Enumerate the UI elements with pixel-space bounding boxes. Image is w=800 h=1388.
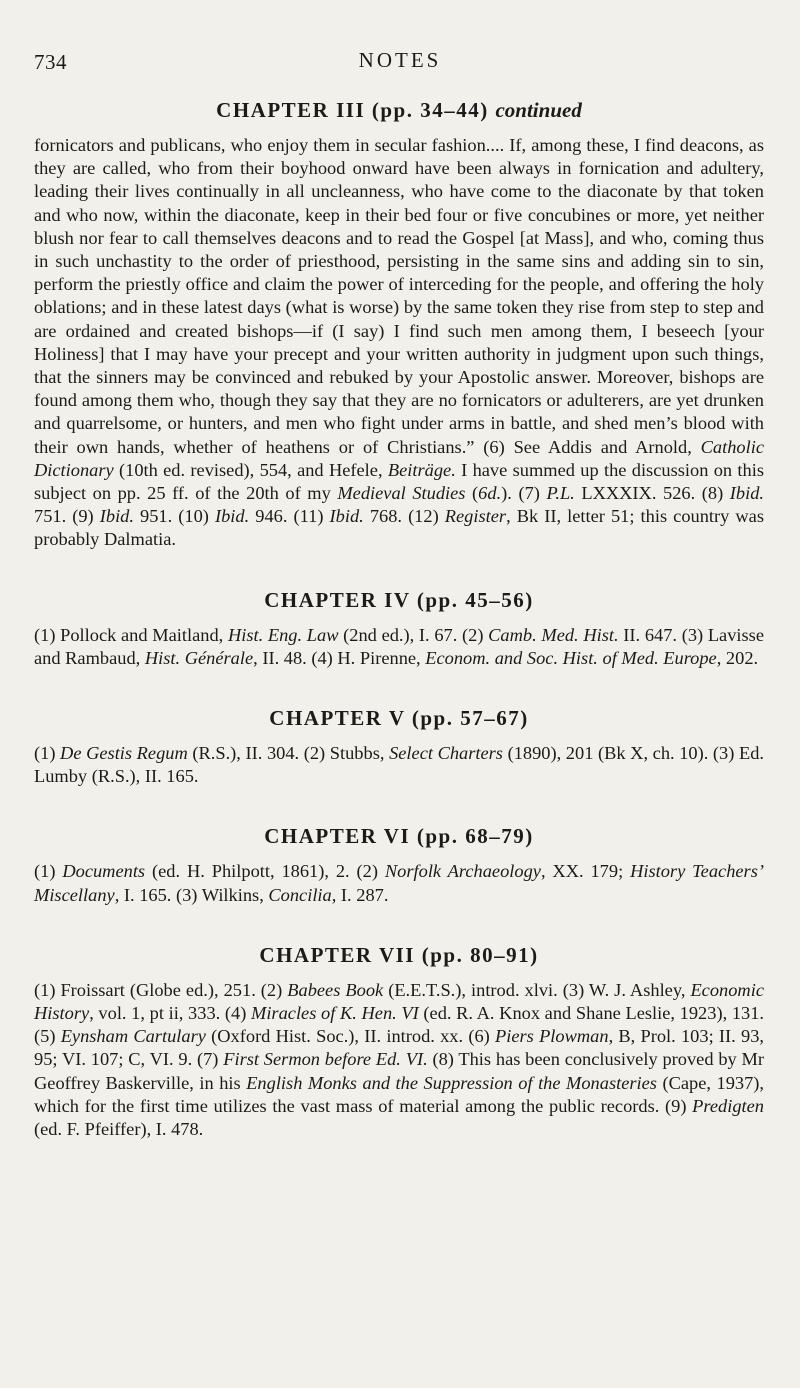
italic-citation: Concilia [268, 884, 332, 905]
notes-paragraph [34, 979, 764, 1141]
chapter-notes-section [34, 586, 764, 670]
italic-citation: Predigten [692, 1095, 764, 1116]
text-run: I have summed up the discussion on this subject on pp. 25 ff. of the 20th of my [34, 459, 764, 504]
page-number: 734 [34, 50, 67, 74]
chapter-notes-section [34, 704, 764, 788]
text-run: 768. (12) [363, 506, 445, 527]
notes-content [34, 96, 764, 1141]
italic-citation: Eynsham Cartulary [60, 1026, 206, 1047]
notes-paragraph [34, 860, 764, 906]
text-run: (8) This has been conclusively proved by Mr Geoffrey Baskerville, in his [34, 1049, 764, 1093]
running-head [0, 46, 800, 76]
text-run: ). (7) [501, 483, 547, 504]
text-run: II. 647. (3) Lavisse and Rambaud, [34, 624, 765, 668]
chapter-heading-continued: continued [495, 98, 582, 122]
italic-citation: Miracles of K. Hen. VI [251, 1003, 419, 1024]
text-run: (Oxford Hist. Soc.), II. introd. xx. (6) [205, 1026, 496, 1047]
text-run: (1) Froissart (Globe ed.), 251. (2) [34, 979, 288, 1000]
chapter-heading [34, 941, 764, 969]
text-run: , XX. 179; [540, 861, 631, 882]
text-run: (Cape, 1937), which for the first time utilizes the vast mass of material among the public records. (9) [34, 1072, 764, 1116]
chapter-heading-text: CHAPTER III (pp. 34–44) [216, 98, 489, 122]
italic-citation: Register [444, 506, 507, 527]
text-run: (2nd ed.), I. 67. (2) [338, 624, 489, 645]
italic-citation: History Teachers’ Miscellany [34, 861, 764, 905]
italic-citation: First Sermon before Ed. VI. [223, 1049, 428, 1070]
text-run: ( [465, 483, 479, 504]
text-run: (R.S.), II. 304. (2) Stubbs, [187, 743, 390, 764]
text-run: LXXXIX. 526. (8) [574, 483, 730, 504]
italic-citation: Piers Plowman [495, 1026, 609, 1047]
text-run: 951. (10) [133, 506, 215, 527]
chapter-heading [34, 704, 764, 732]
italic-citation: Ibid. [329, 506, 364, 527]
italic-citation: De Gestis Regum [60, 743, 188, 764]
italic-citation: Ibid. [214, 506, 250, 527]
italic-citation: Camb. Med. Hist. [488, 624, 619, 645]
italic-citation: Medieval Studies [337, 483, 466, 504]
chapter-notes-section [34, 941, 764, 1141]
text-run: (1890), 201 (Bk X, ch. 10). (3) Ed. Lumby (R.S.), II. 165. [34, 743, 765, 787]
italic-citation: Hist. Générale [144, 647, 254, 668]
text-run: (1) [34, 743, 61, 764]
chapter-heading-text: CHAPTER IV (pp. 45–56) [264, 587, 534, 612]
running-head-title: NOTES [358, 48, 442, 72]
text-run: (E.E.T.S.), introd. xlvi. (3) W. J. Ashley, [383, 979, 691, 1000]
chapter-heading [34, 96, 764, 124]
chapter-notes-section [34, 822, 764, 906]
text-run: fornicators and publicans, who enjoy them in secular fashion.... If, among these, I find deacons, as they are called, who from their boyhood onward have been always in fornication and adultery, leading their lives continually in all uncleanness, who have come to the diaconate by that token and who now, within the diaconate, keep in their bed four or five concubines or more, yet neither blush nor fear to call themselves deacons and to read the Gospel [at Mass], and who, coming thus in such unchastity to the order of priesthood, persisting in the same sins and adding sin to sin, perform the priestly office and claim the power of interceding for the people, and offering the holy oblations; and in these latest days (what is worse) by the same token they rise from step to step and are ordained and created bishops—if (I say) I find such men among them, I beseech [your Holiness] that I may have your precept and your written authority in judgment upon such things, that the sinners may be convinced and rebuked by your Apostolic answer. Moreover, bishops are found among them who, though they say that they are no fornicators or adulterers, are yet drunken and quarrelsome, or hunters, and men who fight under arms in battle, and shed men’s blood with their own hands, whether of heathens or of Christians.” (6) See Addis and Arnold, [34, 135, 764, 457]
notes-paragraph [34, 624, 764, 670]
italic-citation: Babees Book [287, 979, 384, 1000]
chapter-heading-text: CHAPTER VII (pp. 80–91) [259, 942, 539, 967]
text-run: 946. (11) [249, 506, 330, 527]
text-run: (10th ed. revised), 554, and Hefele, [113, 459, 388, 480]
text-run: (1) [34, 861, 63, 882]
text-run: (ed. H. Philpott, 1861), 2. (2) [145, 861, 385, 882]
text-run: , 202. [716, 647, 759, 668]
italic-citation: Econom. and Soc. Hist. of Med. Europe [425, 647, 717, 668]
italic-citation: Ibid. [99, 506, 134, 527]
chapter-notes-section [34, 96, 764, 552]
text-run: (ed. R. A. Knox and Shane Leslie, 1923), 131. (5) [34, 1003, 765, 1047]
text-run: (1) Pollock and Maitland, [34, 624, 228, 645]
chapter-heading [34, 822, 764, 850]
italic-citation: Beiträge. [387, 459, 456, 480]
italic-citation: Economic History [34, 979, 764, 1024]
text-run: , I. 287. [331, 884, 389, 905]
italic-citation: English Monks and the Suppression of the Monasteries [246, 1072, 657, 1093]
text-run: , Bk II, letter 51; this country was probably Dalmatia. [34, 506, 764, 550]
chapter-heading-text: CHAPTER VI (pp. 68–79) [264, 824, 534, 849]
italic-citation: P.L. [546, 483, 575, 504]
text-run: (ed. F. Pfeiffer), I. 478. [34, 1119, 204, 1140]
italic-citation: Ibid. [729, 483, 764, 504]
italic-citation: Norfolk Archaeology [384, 861, 541, 882]
notes-paragraph [34, 134, 764, 552]
italic-citation: Select Charters [389, 743, 503, 764]
text-run: , II. 48. (4) H. Pirenne, [253, 647, 426, 668]
chapter-heading-text: CHAPTER V (pp. 57–67) [269, 706, 529, 731]
italic-citation: Catholic Dictionary [34, 436, 764, 480]
italic-citation: 6d. [478, 483, 502, 504]
text-run: , vol. 1, pt ii, 333. (4) [89, 1003, 251, 1024]
chapter-heading [34, 586, 764, 614]
text-run: 751. (9) [34, 506, 100, 527]
notes-paragraph [34, 742, 764, 788]
text-run: , I. 165. (3) Wilkins, [114, 884, 269, 905]
italic-citation: Documents [62, 861, 146, 882]
text-run: , B, Prol. 103; II. 93, 95; VI. 107; C, VI. 9. (7) [34, 1026, 764, 1070]
italic-citation: Hist. Eng. Law [227, 624, 339, 645]
